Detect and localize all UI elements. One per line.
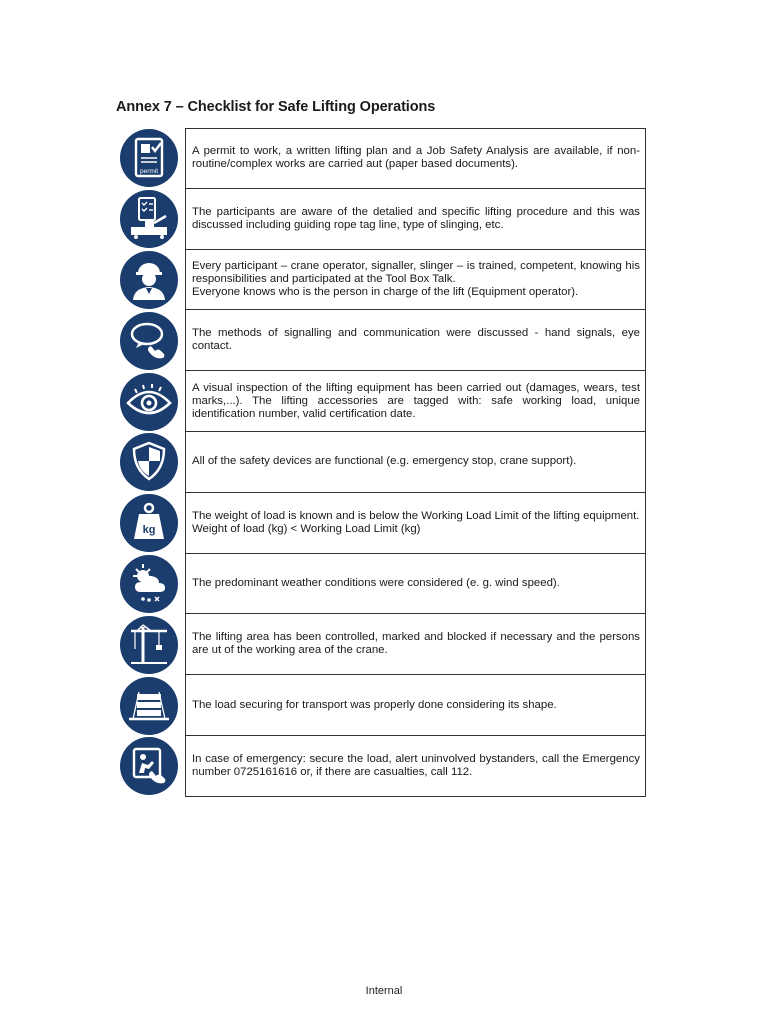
icon-cell	[112, 493, 185, 554]
icon-cell	[112, 189, 185, 250]
icon-cell	[112, 554, 185, 615]
checklist-line: The participants are aware of the detalied and specific lifting procedure and this was discussed including guiding rope tag line, type of slinging, etc.	[192, 205, 640, 231]
checklist-text	[185, 250, 646, 311]
weather-icon	[119, 554, 179, 614]
icon-cell	[112, 250, 185, 311]
load-securing-icon	[119, 676, 179, 736]
checklist-line: The load securing for transport was properly done considering its shape.	[192, 698, 557, 711]
checklist-table	[112, 128, 646, 797]
checklist-row	[112, 250, 646, 311]
checklist-text	[185, 675, 646, 736]
checklist-line: Weight of load (kg) < Working Load Limit (kg)	[192, 522, 421, 535]
checklist-line: The weight of load is known and is below the Working Load Limit of the lifting equipment.	[192, 509, 640, 522]
crane-area-icon	[119, 615, 179, 675]
checklist-line: The lifting area has been controlled, marked and blocked if necessary and the persons are ut of the working area of the crane.	[192, 631, 640, 657]
checklist-line: The predominant weather conditions were considered (e. g. wind speed).	[192, 576, 560, 589]
checklist-row	[112, 493, 646, 554]
safety-shield-icon	[119, 432, 179, 492]
checklist-line: Everyone knows who is the person in charge of the lift (Equipment operator).	[192, 285, 579, 298]
checklist-line: Every participant – crane operator, signaller, slinger – is trained, competent, knowing his responsibilities and participated at the Tool Box Talk.	[192, 259, 640, 285]
icon-cell	[112, 432, 185, 493]
communication-icon	[119, 311, 179, 371]
checklist-line: The methods of signalling and communication were discussed - hand signals, eye contact.	[192, 327, 640, 353]
checklist-row	[112, 554, 646, 615]
checklist-row	[112, 371, 646, 432]
icon-cell	[112, 675, 185, 736]
checklist-row	[112, 432, 646, 493]
checklist-row	[112, 736, 646, 797]
checklist-row	[112, 189, 646, 250]
lifting-procedure-icon	[119, 189, 179, 249]
checklist-text	[185, 128, 646, 189]
checklist-row	[112, 675, 646, 736]
icon-cell	[112, 310, 185, 371]
icon-cell	[112, 736, 185, 797]
eye-inspection-icon	[119, 372, 179, 432]
weight-kg-icon	[119, 493, 179, 553]
checklist-text	[185, 614, 646, 675]
checklist-row	[112, 128, 646, 189]
checklist-line: In case of emergency: secure the load, alert uninvolved bystanders, call the Emergency number 0725161616 or, if there are casualties, call 112.	[192, 752, 640, 778]
checklist-line: A visual inspection of the lifting equipment has been carried out (damages, wears, test marks,...). The lifting accessories are tagged with: safe working load, unique identification number, valid certification date.	[192, 381, 640, 420]
icon-cell	[112, 128, 185, 189]
checklist-text	[185, 432, 646, 493]
checklist-line: All of the safety devices are functional (e.g. emergency stop, crane support).	[192, 455, 577, 468]
checklist-text	[185, 493, 646, 554]
footer-classification: Internal	[365, 985, 403, 997]
permit-icon-label: permit	[139, 168, 158, 176]
checklist-text	[185, 554, 646, 615]
checklist-row	[112, 310, 646, 371]
checklist-line: A permit to work, a written lifting plan and a Job Safety Analysis are available, if non-routine/complex works are carried aut (paper based documents).	[192, 145, 640, 171]
page-title: Annex 7 – Checklist for Safe Lifting Operations	[116, 99, 436, 115]
worker-helmet-icon	[119, 250, 179, 310]
weight-kg-label: kg	[142, 524, 155, 537]
checklist-text	[185, 189, 646, 250]
checklist-text	[185, 736, 646, 797]
checklist-row	[112, 614, 646, 675]
checklist-text	[185, 310, 646, 371]
emergency-call-icon	[119, 736, 179, 796]
permit-icon	[119, 128, 179, 188]
icon-cell	[112, 371, 185, 432]
checklist-text	[185, 371, 646, 432]
icon-cell	[112, 614, 185, 675]
